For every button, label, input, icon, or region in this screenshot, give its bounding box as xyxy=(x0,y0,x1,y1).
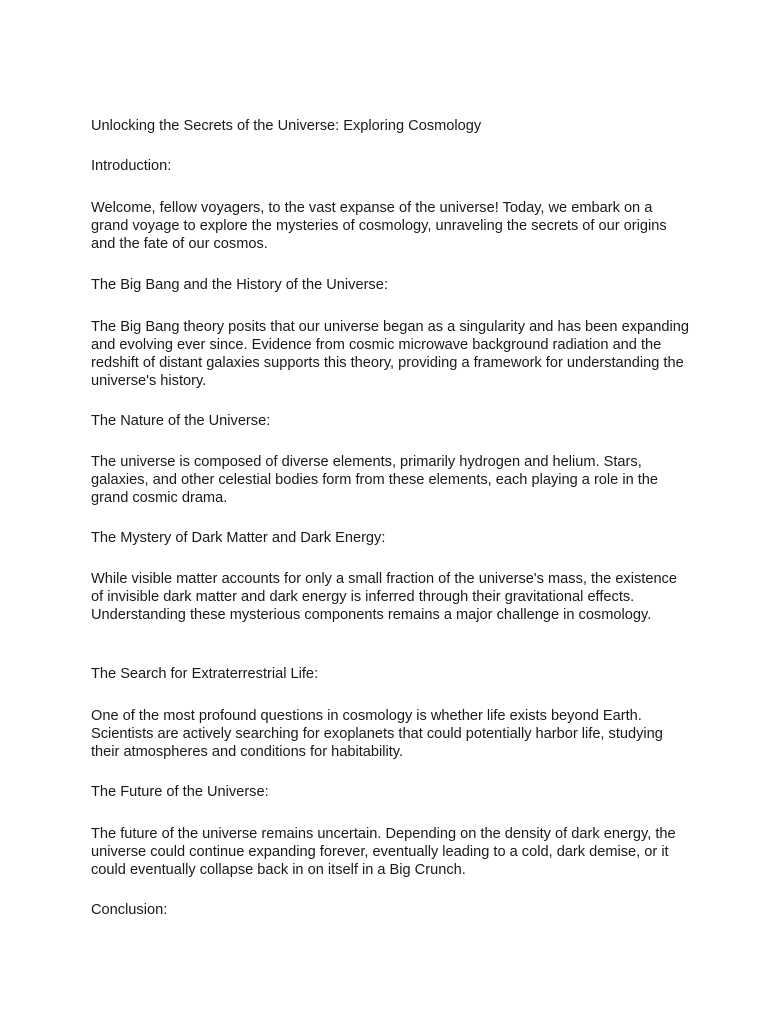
section-body-big-bang: The Big Bang theory posits that our universe began as a singularity and has been expanding and evolving ever since. Evidence from cosmic microwave background radiation and the redshift of distant galaxies supports this theory, providing a framework for understanding the universe's history. xyxy=(91,319,689,389)
section-body-future: The future of the universe remains uncertain. Depending on the density of dark energy, the universe could continue expanding forever, eventually leading to a cold, dark demise, or it could eventually collapse back in on itself in a Big Crunch. xyxy=(91,826,676,878)
section-heading-future: The Future of the Universe: xyxy=(91,784,269,800)
section-heading-dark-matter: The Mystery of Dark Matter and Dark Energy: xyxy=(91,530,386,546)
document-title: Unlocking the Secrets of the Universe: Exploring Cosmology xyxy=(91,118,482,134)
section-body-dark-matter: While visible matter accounts for only a small fraction of the universe's mass, the existence of invisible dark matter and dark energy is inferred through their gravitational effects. Understanding these mysterious components remains a major challenge in cosmology. xyxy=(91,571,677,623)
section-heading-nature: The Nature of the Universe: xyxy=(91,413,271,429)
section-body-nature: The universe is composed of diverse elements, primarily hydrogen and helium. Stars, galaxies, and other celestial bodies form from these elements, each playing a role in the grand cosmic drama. xyxy=(91,454,659,506)
section-heading-big-bang: The Big Bang and the History of the Universe: xyxy=(91,277,388,293)
section-heading-introduction: Introduction: xyxy=(91,158,172,174)
section-body-extraterrestrial-life: One of the most profound questions in cosmology is whether life exists beyond Earth. Scientists are actively searching for exoplanets that could potentially harbor life, studying their atmospheres and conditions for habitability. xyxy=(91,708,663,760)
section-heading-conclusion: Conclusion: xyxy=(91,902,168,918)
section-body-introduction: Welcome, fellow voyagers, to the vast expanse of the universe! Today, we embark on a grand voyage to explore the mysteries of cosmology, unraveling the secrets of our origins and the fate of our cosmos. xyxy=(91,200,667,252)
section-heading-extraterrestrial-life: The Search for Extraterrestrial Life: xyxy=(91,666,319,682)
